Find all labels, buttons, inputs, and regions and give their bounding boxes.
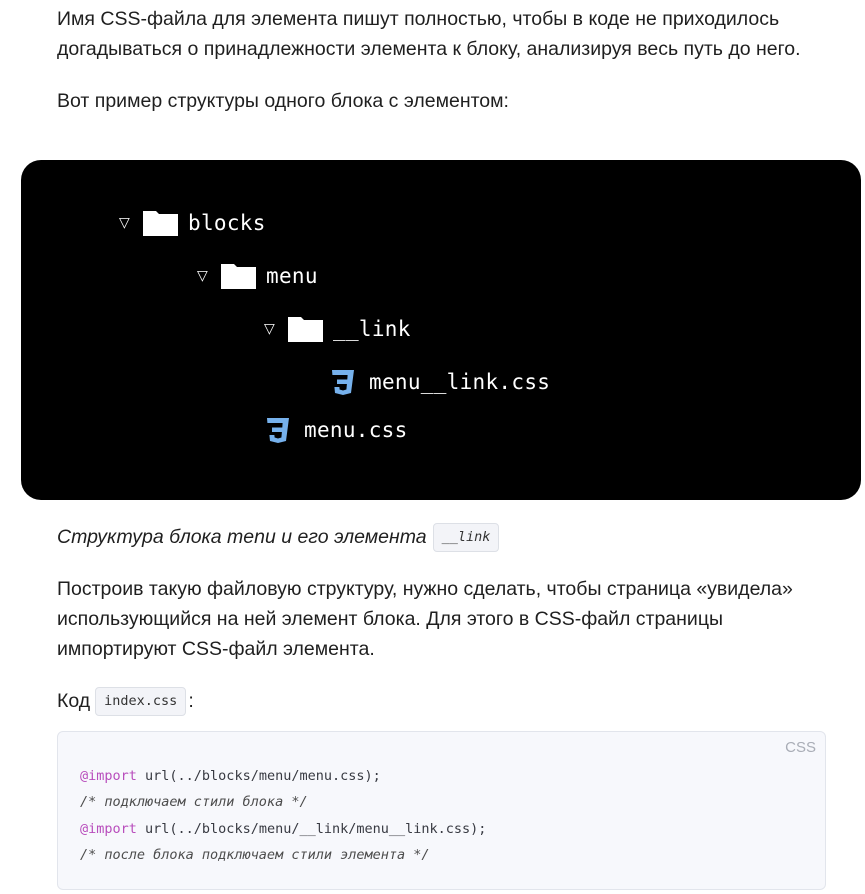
code-heading-suffix: : — [188, 690, 194, 712]
code-language-label: CSS — [785, 739, 816, 756]
file-name-menu-css: menu.css — [304, 418, 408, 442]
css3-icon — [329, 368, 357, 396]
css3-icon — [264, 416, 292, 444]
paragraph-structure-example: Вот пример структуры одного блока с элементом: — [57, 90, 509, 112]
code-line-2-comment: /* подключаем стили блока */ — [80, 794, 308, 810]
figure-caption — [57, 522, 499, 552]
file-tree-illustration — [21, 160, 861, 500]
folder-icon — [143, 211, 178, 236]
folder-name-blocks: blocks — [188, 211, 266, 235]
caption-inline-code: __link — [433, 523, 500, 552]
code-keyword: @import — [80, 768, 137, 784]
tree-row-blocks — [119, 207, 266, 239]
caption-text: Структура блока menu и его элемента — [57, 526, 427, 548]
code-keyword: @import — [80, 821, 137, 837]
tree-row-link — [264, 313, 411, 345]
code-heading-prefix: Код — [57, 690, 91, 712]
tree-row-link-css — [329, 366, 550, 398]
file-name-menu-link-css: menu__link.css — [369, 370, 551, 394]
collapse-triangle-icon: ▽ — [264, 321, 276, 337]
paragraph-css-file-naming: Имя CSS-файла для элемента пишут полностью, чтобы в коде не приходилось догадываться о принадлежности элемента к блоку, анализируя весь путь до него. — [57, 8, 801, 60]
code-line-1 — [80, 766, 381, 786]
code-text: url(../blocks/menu/__link/menu__link.css); — [136, 821, 487, 837]
code-line-4-comment: /* после блока подключаем стили элемента */ — [80, 847, 430, 863]
collapse-triangle-icon: ▽ — [197, 268, 209, 284]
code-line-3 — [80, 819, 486, 839]
folder-name-menu: menu — [266, 264, 318, 288]
folder-name-link: __link — [333, 317, 411, 341]
collapse-triangle-icon: ▽ — [119, 215, 131, 231]
code-text: url(../blocks/menu/menu.css); — [136, 768, 381, 784]
paragraph-import-explanation: Построив такую файловую структуру, нужно сделать, чтобы страница «увидела» использующийся на ней элемент блока. Для этого в CSS-файл страницы импортируют CSS-файл элемента. — [57, 578, 793, 660]
folder-icon — [288, 317, 323, 342]
code-heading-filename: index.css — [95, 687, 186, 716]
code-block[interactable] — [57, 731, 826, 890]
tree-row-menu — [197, 260, 318, 292]
tree-row-menu-css — [264, 414, 408, 446]
folder-icon — [221, 264, 256, 289]
code-heading — [57, 686, 827, 716]
